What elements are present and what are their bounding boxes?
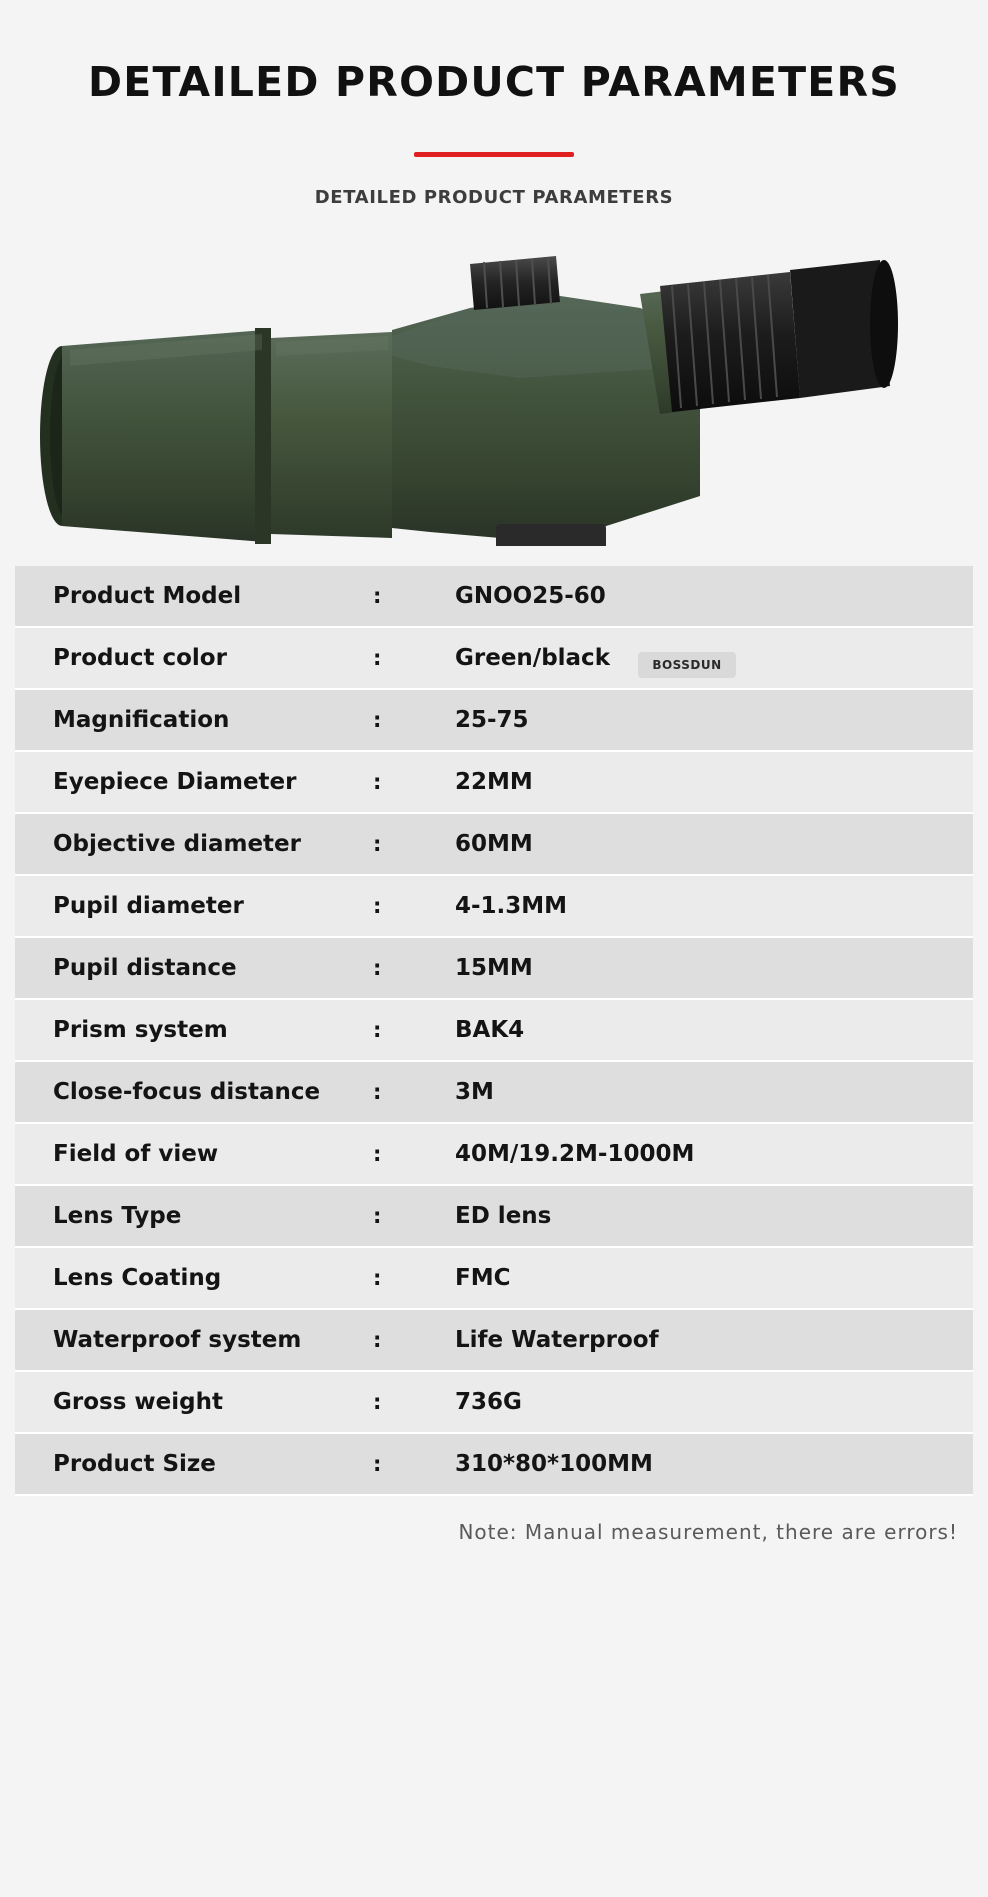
spec-label: Lens Type bbox=[53, 1203, 182, 1229]
spotting-scope-illustration bbox=[0, 246, 988, 546]
table-row bbox=[15, 1062, 973, 1124]
spec-value: 25-75 bbox=[455, 707, 529, 733]
brand-plate: BOSSDUN bbox=[638, 652, 736, 678]
title-divider bbox=[414, 152, 574, 157]
table-row bbox=[15, 628, 973, 690]
table-row bbox=[15, 690, 973, 752]
spec-separator: : bbox=[373, 1328, 382, 1352]
spec-value: 15MM bbox=[455, 955, 533, 981]
spec-label: Prism system bbox=[53, 1017, 228, 1043]
eyepiece-ring bbox=[660, 272, 800, 412]
spec-separator: : bbox=[373, 1080, 382, 1104]
spec-label: Magnification bbox=[53, 707, 230, 733]
measurement-note: Note: Manual measurement, there are errors! bbox=[458, 1520, 958, 1544]
table-row bbox=[15, 566, 973, 628]
table-row bbox=[15, 1310, 973, 1372]
spec-separator: : bbox=[373, 832, 382, 856]
spec-value: Green/black bbox=[455, 645, 610, 671]
table-row bbox=[15, 1434, 973, 1496]
spec-label: Field of view bbox=[53, 1141, 219, 1167]
spec-value: Life Waterproof bbox=[455, 1327, 659, 1353]
spec-value: 60MM bbox=[455, 831, 533, 857]
spec-separator: : bbox=[373, 646, 382, 670]
spec-label: Product Size bbox=[53, 1451, 216, 1477]
page-title: DETAILED PRODUCT PARAMETERS bbox=[88, 58, 900, 106]
spec-table bbox=[15, 566, 973, 1496]
spec-label: Product Model bbox=[53, 583, 242, 609]
spec-value: FMC bbox=[455, 1265, 511, 1291]
spec-value: 22MM bbox=[455, 769, 533, 795]
spec-separator: : bbox=[373, 1390, 382, 1414]
spec-label: Close-focus distance bbox=[53, 1079, 321, 1105]
spec-value: ED lens bbox=[455, 1203, 552, 1229]
spec-separator: : bbox=[373, 956, 382, 980]
table-row bbox=[15, 938, 973, 1000]
spec-label: Product color bbox=[53, 645, 227, 671]
spec-separator: : bbox=[373, 770, 382, 794]
table-row bbox=[15, 1124, 973, 1186]
spec-label: Gross weight bbox=[53, 1389, 223, 1415]
table-row bbox=[15, 1372, 973, 1434]
spec-value: 4-1.3MM bbox=[455, 893, 568, 919]
page-subtitle: DETAILED PRODUCT PARAMETERS bbox=[314, 187, 674, 208]
spec-separator: : bbox=[373, 894, 382, 918]
spec-label: Eyepiece Diameter bbox=[53, 769, 297, 795]
spec-separator: : bbox=[373, 1204, 382, 1228]
spec-separator: : bbox=[373, 708, 382, 732]
spec-separator: : bbox=[373, 584, 382, 608]
spec-label: Pupil diameter bbox=[53, 893, 244, 919]
focus-knob bbox=[470, 256, 560, 310]
table-row bbox=[15, 814, 973, 876]
spec-separator: : bbox=[373, 1142, 382, 1166]
spec-value: 736G bbox=[455, 1389, 522, 1415]
spec-label: Pupil distance bbox=[53, 955, 237, 981]
table-row bbox=[15, 752, 973, 814]
spec-value: GNOO25-60 bbox=[455, 583, 606, 609]
spec-separator: : bbox=[373, 1266, 382, 1290]
spec-label: Waterproof system bbox=[53, 1327, 302, 1353]
table-row bbox=[15, 1000, 973, 1062]
spec-label: Objective diameter bbox=[53, 831, 301, 857]
spec-separator: : bbox=[373, 1018, 382, 1042]
spec-value: 40M/19.2M-1000M bbox=[455, 1141, 695, 1167]
tripod-foot bbox=[496, 524, 606, 546]
spec-value: 3M bbox=[455, 1079, 494, 1105]
table-row bbox=[15, 1186, 973, 1248]
spec-separator: : bbox=[373, 1452, 382, 1476]
table-row bbox=[15, 876, 973, 938]
spec-value: BAK4 bbox=[455, 1017, 525, 1043]
table-row bbox=[15, 1248, 973, 1310]
spec-value: 310*80*100MM bbox=[455, 1451, 653, 1477]
spec-label: Lens Coating bbox=[53, 1265, 222, 1291]
